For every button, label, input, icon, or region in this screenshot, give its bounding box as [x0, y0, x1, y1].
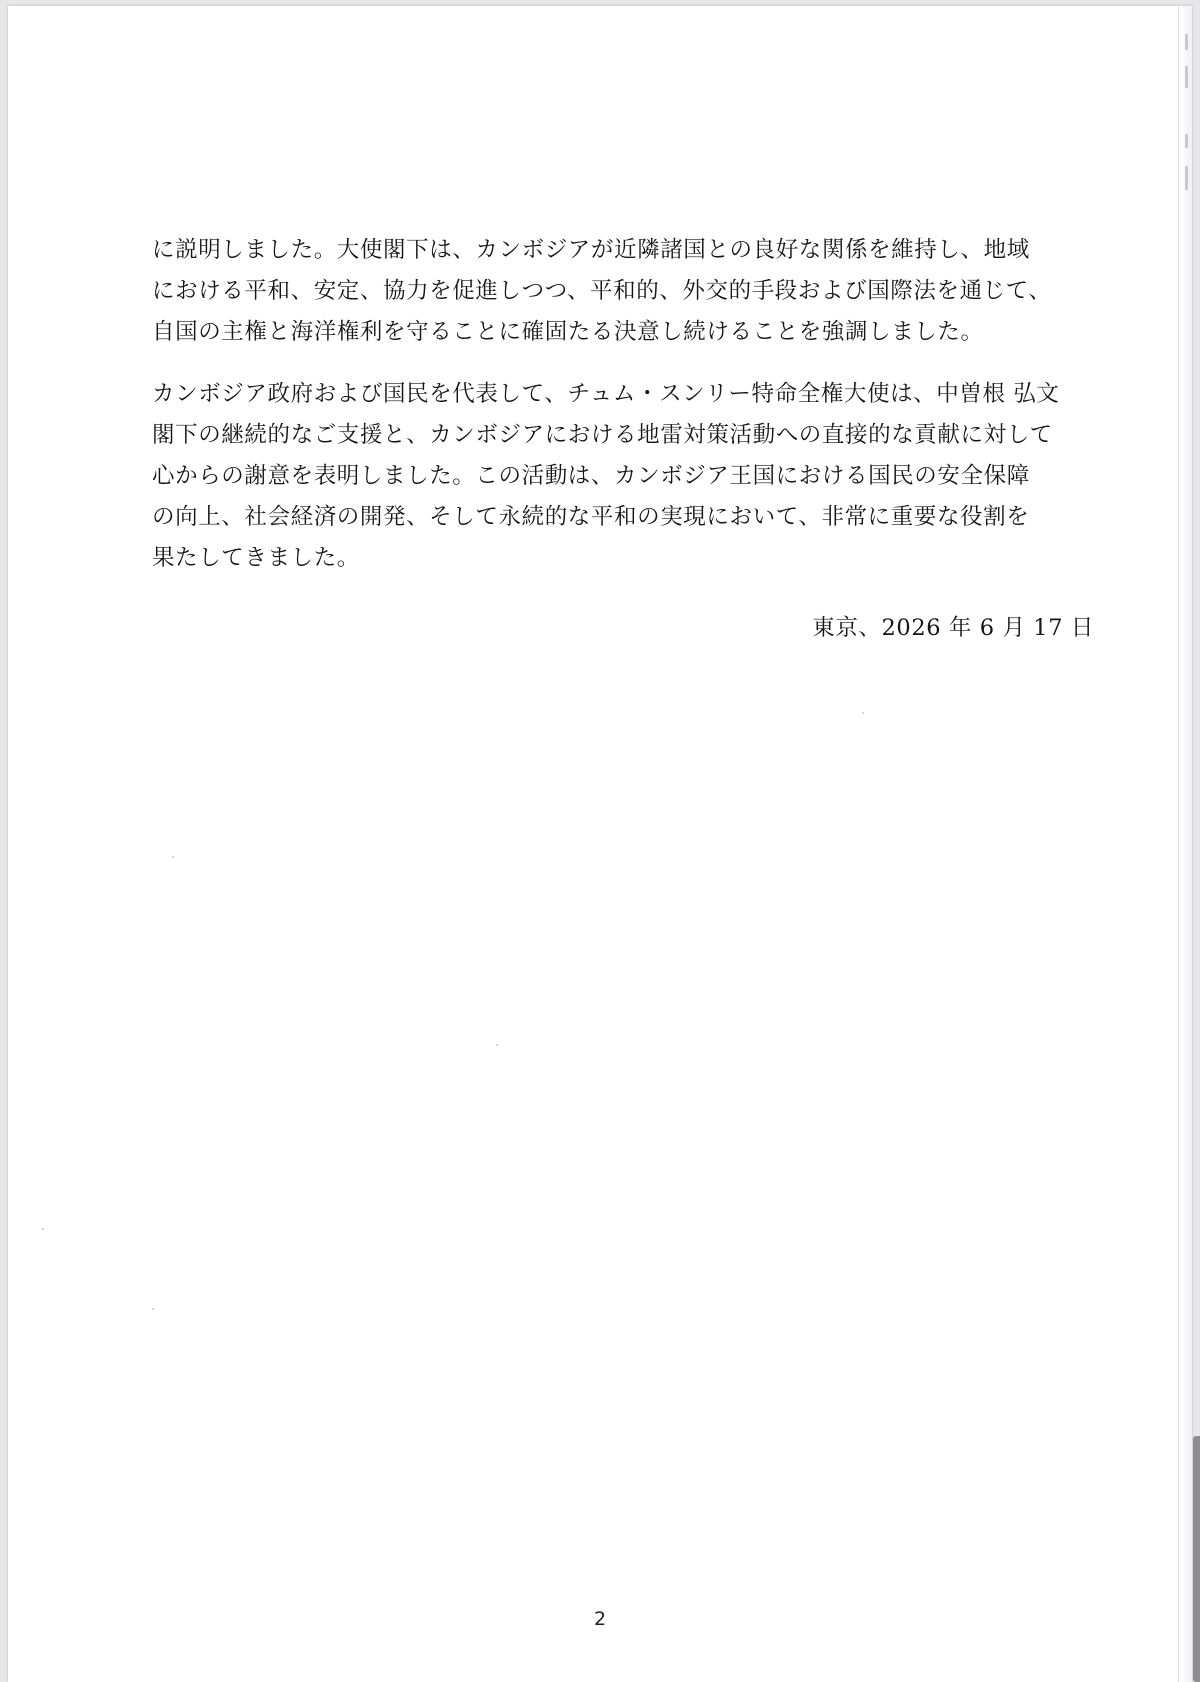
scan-speck: [42, 1228, 44, 1230]
scan-speck: [152, 1308, 154, 1310]
edge-mark: [1185, 166, 1188, 190]
letter-body: [152, 230, 1092, 579]
edge-mark: [1185, 34, 1188, 50]
page-edge: [1178, 6, 1192, 1682]
paragraph-1: に説明しました。大使閣下は、カンボジアが近隣諸国との良好な関係を維持し、地域 における平和、安定、協力を促進しつつ、平和的、外交的手段および国際法を通じて、 自国の主権と海洋権利を守ることに確固たる決意し続けることを強調しました。: [152, 237, 1052, 345]
page-number: 2: [593, 1608, 607, 1630]
scan-speck: [172, 856, 174, 858]
scan-speck: [862, 712, 864, 714]
edge-mark: [1185, 66, 1188, 88]
paragraph-2: カンボジア政府および国民を代表して、チュム・スンリー特命全権大使は、中曽根 弘文 閣下の継続的なご支援と、カンボジアにおける地雷対策活動への直接的な貢献に対して 心からの謝意を表明しました。この活動は、カンボジア王国における国民の安全保障 の向上、社会経済の開発、そして永続的な平和の実現において、非常に重要な役割を 果たしてきました。: [152, 381, 1060, 571]
vertical-scrollbar[interactable]: [1193, 1436, 1200, 1682]
date-line: 東京、2026 年 6 月 17 日: [812, 615, 1094, 641]
document-page: [8, 6, 1192, 1682]
edge-mark: [1185, 134, 1188, 148]
scan-speck: [496, 1044, 498, 1046]
